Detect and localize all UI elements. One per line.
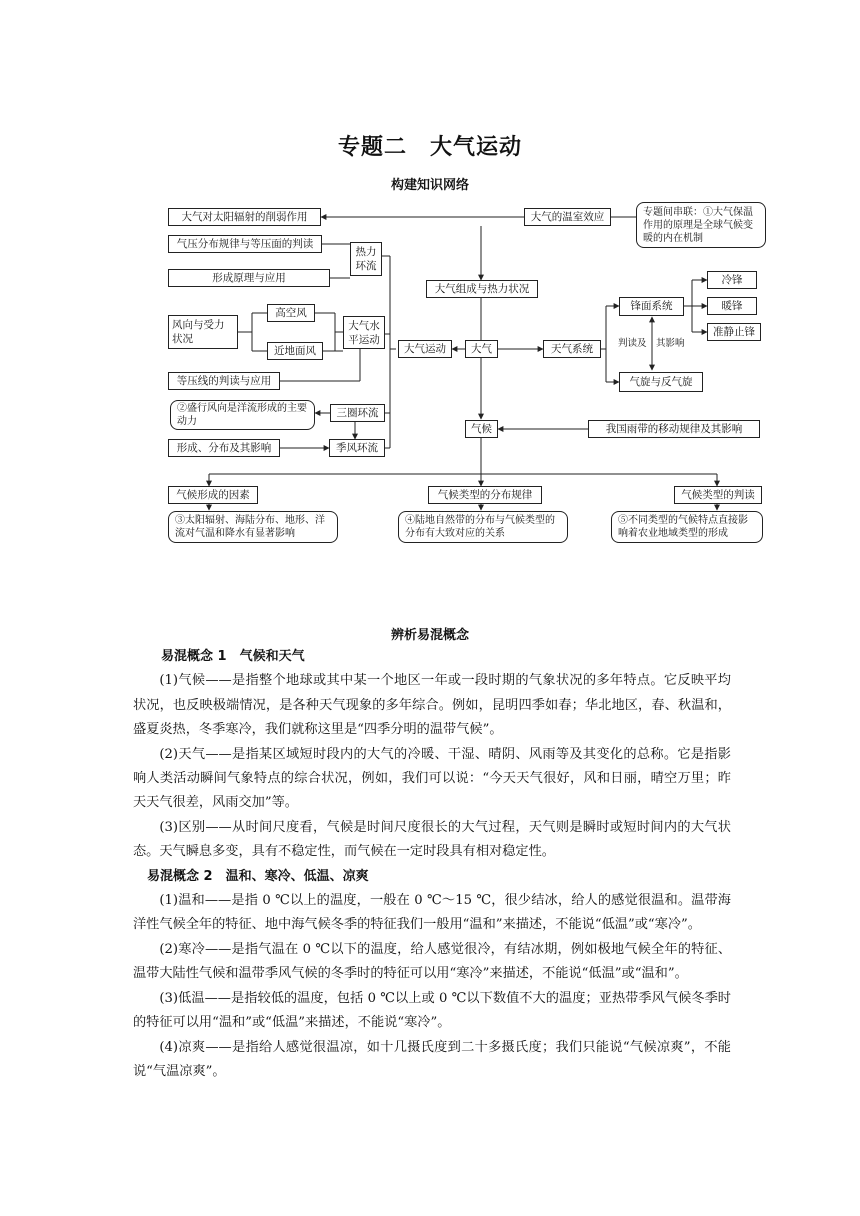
note-2: ②盛行风向是洋流形成的主要动力 [170,400,315,430]
node-front-system: 锋面系统 [619,297,684,316]
node-upper-wind: 高空风 [267,304,315,322]
node-cyclone: 气旋与反气旋 [619,372,703,392]
page-title: 专题二 大气运动 [337,135,522,160]
concept-1-paragraph-1: (1)气候——是指整个地球或其中某一个地区一年或一段时期的气象状况的多年特点。它反映平均状况，也反映极端情况，是各种天气现象的多年综合。例如，昆明四季如春；华北地区，春、秋温和，盛夏炎热，冬季寒冷，我们就称这里是“四季分明的温带气候”。 [133,673,731,738]
concept-1 [133,645,731,1084]
concept-1-paragraph-2: (2)天气——是指某区域短时段内的大气的冷暖、干湿、晴阴、风雨等及其变化的总称。它是指影响人类活动瞬间气象特点的综合状况，例如，我们可以说：“今天天气很好，风和日丽，晴空万里；昨天天气很差，风雨交加”等。 [133,746,731,811]
node-atm-motion: 大气运动 [398,340,452,358]
node-surface-wind: 近地面风 [267,342,323,360]
node-isobar: 等压线的判读与应用 [168,372,280,390]
note-4: ④陆地自然带的分布与气候类型的分布有大致对应的关系 [398,511,568,543]
node-rainbelt: 我国雨带的移动规律及其影响 [588,420,760,438]
note-3: ③太阳辐射、海陆分布、地形、洋流对气温和降水有显著影响 [168,511,338,543]
label-influence: 其影响 [656,338,685,349]
node-horizontal-motion: 大气水平运动 [343,316,385,349]
node-cold-front: 冷锋 [707,271,757,289]
diagram-heading: 构建知识网络 [390,178,469,193]
note-1: 专题间串联：①大气保温作用的原理是全球气候变暖的内在机制 [636,202,766,248]
node-climate-judgement: 气候类型的判读 [674,486,762,504]
section-title: 辨析易混概念 [390,628,469,643]
label-interpret: 判读及 [618,338,647,349]
node-weakening: 大气对太阳辐射的削弱作用 [168,208,321,226]
concept-2-paragraph-4: (4)凉爽——是指给人感觉很温凉，如十几摄氏度到二十多摄氏度；我们只能说“气候凉爽”，不能说“气温凉爽”。 [133,1039,731,1079]
node-warm-front: 暖锋 [707,297,757,315]
node-climate: 气候 [465,420,498,438]
concept-1-heading: 易混概念 1 气候和天气 [161,649,305,664]
node-climate-distribution: 气候类型的分布规律 [428,486,542,504]
node-atmosphere: 大气 [465,340,498,358]
knowledge-network-diagram [160,196,770,556]
concept-2-paragraph-1: (1)温和——是指 0 ℃以上的温度，一般在 0 ℃～15 ℃，很少结冰，给人的感觉很温和。温带海洋性气候全年的特征、地中海气候冬季的特征我们一般用“温和”来描述，不能说“低温”或“寒冷”。 [133,893,731,933]
node-thermal-circulation: 热力环流 [350,242,382,276]
node-weather-system: 天气系统 [543,340,601,358]
concept-2-paragraph-2: (2)寒冷——是指气温在 0 ℃以下的温度，给人感觉很冷，有结冰期，例如极地气候全年的特征、温带大陆性气候和温带季风气候的冬季时的特征可以用“寒冷”来描述，不能说“低温”或“温和”。 [133,941,731,982]
node-monsoon-formation: 形成、分布及其影响 [168,439,280,457]
concept-1-paragraph-3: (3)区别——从时间尺度看，气候是时间尺度很长的大气过程，天气则是瞬时或短时间内的大气状态。天气瞬息多变，具有不稳定性，而气候在一定时段具有相对稳定性。 [133,819,731,860]
node-climate-factors: 气候形成的因素 [168,486,258,504]
concept-2-heading: 易混概念 2 温和、寒冷、低温、凉爽 [147,868,369,884]
node-three-cell: 三圈环流 [330,404,385,422]
node-wind-force: 风向与受力状况 [168,315,238,349]
node-formation-principle: 形成原理与应用 [168,269,330,287]
concept-2-paragraph-3: (3)低温——是指较低的温度，包括 0 ℃以上或 0 ℃以下数值不大的温度；亚热带季风气候冬季时的特征可以用“温和”或“低温”来描述，不能说“寒冷”。 [133,990,731,1031]
node-pressure-rules: 气压分布规律与等压面的判读 [168,235,322,253]
node-stationary-front: 准静止锋 [707,323,761,341]
note-5: ⑤不同类型的气候特点直接影响着农业地域类型的形成 [611,511,763,543]
node-greenhouse: 大气的温室效应 [524,208,611,226]
node-monsoon: 季风环流 [329,439,385,457]
node-composition: 大气组成与热力状况 [426,280,538,298]
